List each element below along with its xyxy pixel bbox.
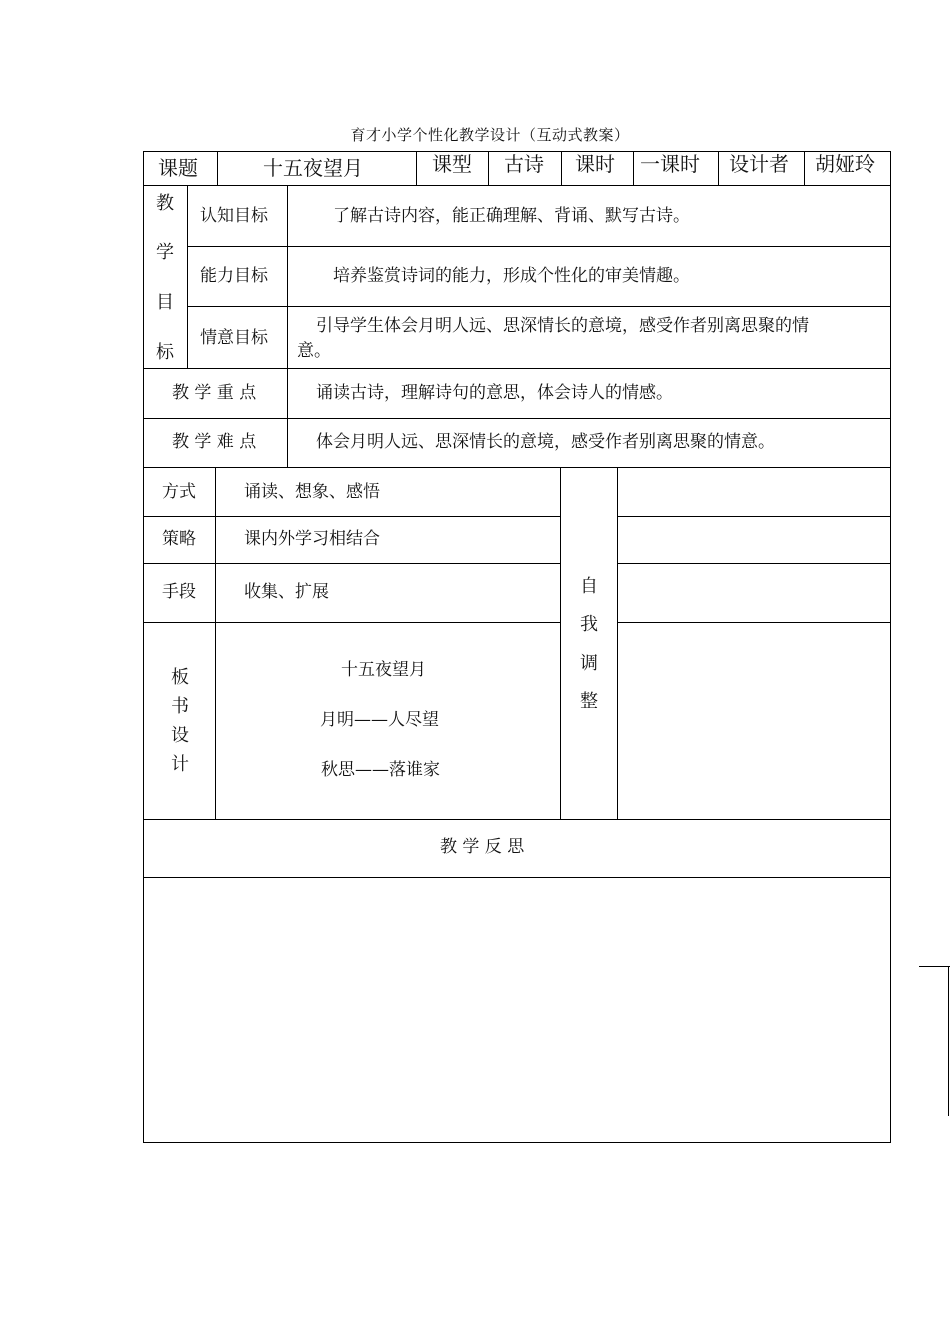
key-point-label: 教 学 重 点 xyxy=(172,383,257,403)
self-adjust-right-divider xyxy=(617,467,618,819)
board-line-3: 秋思——落谁家 xyxy=(321,760,440,780)
header-row-divider xyxy=(143,185,891,186)
header-col-1 xyxy=(217,151,218,185)
hours-value: 一课时 xyxy=(640,152,700,176)
board-label-char-1: 板 xyxy=(171,667,189,688)
emotion-objective-text-line-1: 引导学生体会月明人远、思深情长的意境，感受作者别离思聚的情 xyxy=(316,316,809,336)
board-bottom-divider xyxy=(143,819,891,820)
document-title: 育才小学个性化教学设计（互动式教案） xyxy=(350,126,630,144)
strategy-value: 课内外学习相结合 xyxy=(244,529,380,549)
ability-objective-label: 能力目标 xyxy=(200,266,268,286)
board-line-1: 十五夜望月 xyxy=(341,660,426,680)
objectives-group-char-2: 学 xyxy=(156,242,174,263)
means-divider-left xyxy=(143,622,560,623)
objectives-group-char-1: 教 xyxy=(156,193,174,214)
difficult-point-divider xyxy=(143,467,891,468)
emotion-objective-label: 情意目标 xyxy=(200,328,268,348)
designer-value: 胡娅玲 xyxy=(815,152,875,176)
methods-label-divider xyxy=(215,467,216,819)
page-edge-mark xyxy=(919,966,950,967)
objectives-group-char-3: 目 xyxy=(156,292,174,313)
topic-value: 十五夜望月 xyxy=(263,156,363,180)
objectives-group-char-4: 标 xyxy=(156,342,174,363)
hours-label: 课时 xyxy=(575,152,615,176)
mode-divider-right xyxy=(617,516,891,517)
key-point-text: 诵读古诗，理解诗句的意思，体会诗人的情感。 xyxy=(316,383,673,403)
type-value: 古诗 xyxy=(504,152,544,176)
header-col-3 xyxy=(488,151,489,185)
board-label-char-2: 书 xyxy=(171,696,189,717)
key-point-divider xyxy=(143,418,891,419)
ability-objective-text: 培养鉴赏诗词的能力，形成个性化的审美情趣。 xyxy=(333,266,690,286)
self-adjust-char-4: 整 xyxy=(580,691,598,712)
table-border-left xyxy=(143,151,144,1143)
lesson-plan-table xyxy=(143,151,891,1143)
means-divider-right xyxy=(617,622,891,623)
objective-divider-2 xyxy=(187,306,891,307)
means-value: 收集、扩展 xyxy=(244,582,329,602)
means-label: 手段 xyxy=(162,582,196,602)
reflection-header: 教 学 反 思 xyxy=(440,837,525,857)
table-border-bottom xyxy=(143,1142,891,1143)
board-label-char-4: 计 xyxy=(171,754,189,775)
difficult-point-text: 体会月明人远、思深情长的意境，感受作者别离思聚的情意。 xyxy=(316,432,775,452)
objectives-bottom-divider xyxy=(143,368,891,369)
mode-label: 方式 xyxy=(162,482,196,502)
designer-label: 设计者 xyxy=(729,152,789,176)
reflection-header-divider xyxy=(143,877,891,878)
mode-value: 诵读、想象、感悟 xyxy=(244,482,380,502)
objectives-label-divider xyxy=(287,185,288,467)
self-adjust-char-2: 我 xyxy=(580,614,598,635)
difficult-point-label: 教 学 难 点 xyxy=(172,432,257,452)
header-col-2 xyxy=(416,151,417,185)
objectives-group-divider xyxy=(187,185,188,368)
header-col-6 xyxy=(718,151,719,185)
objective-divider-1 xyxy=(187,246,891,247)
self-adjust-left-divider xyxy=(560,467,561,819)
header-col-7 xyxy=(804,151,805,185)
emotion-objective-text-line-2: 意。 xyxy=(297,341,331,361)
self-adjust-char-1: 自 xyxy=(580,576,598,597)
type-label: 课型 xyxy=(432,152,472,176)
page-edge-mark-vertical xyxy=(948,966,949,1116)
strategy-label: 策略 xyxy=(162,529,196,549)
self-adjust-char-3: 调 xyxy=(580,653,598,674)
strategy-divider-left xyxy=(143,563,560,564)
topic-label: 课题 xyxy=(158,156,198,180)
board-label-char-3: 设 xyxy=(171,725,189,746)
mode-divider-left xyxy=(143,516,560,517)
strategy-divider-right xyxy=(617,563,891,564)
cognitive-objective-label: 认知目标 xyxy=(200,206,268,226)
header-col-4 xyxy=(561,151,562,185)
board-line-2: 月明——人尽望 xyxy=(320,710,439,730)
header-col-5 xyxy=(633,151,634,185)
table-border-right xyxy=(890,151,891,1143)
cognitive-objective-text: 了解古诗内容，能正确理解、背诵、默写古诗。 xyxy=(333,206,690,226)
